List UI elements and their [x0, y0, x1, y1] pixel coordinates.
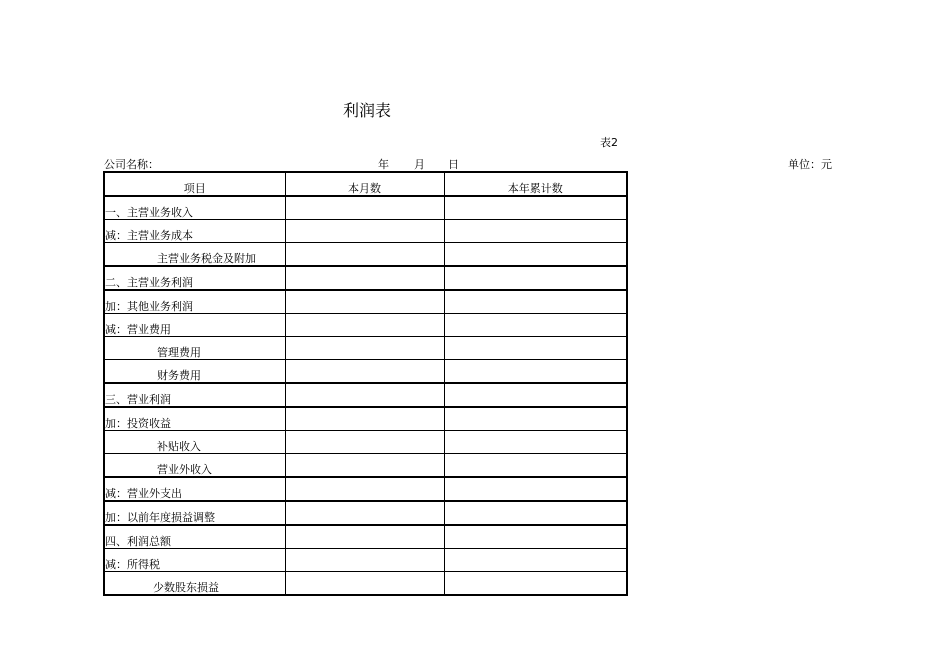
month-value-cell[interactable]: [285, 454, 444, 478]
ytd-value-cell[interactable]: [444, 220, 627, 243]
row-label: 减：营业费用: [104, 314, 285, 337]
row-label: 二、主营业务利润: [104, 266, 285, 290]
ytd-value-cell[interactable]: [444, 454, 627, 478]
ytd-value-cell[interactable]: [444, 407, 627, 431]
table-row: [104, 454, 627, 478]
row-label: 补贴收入: [104, 431, 285, 454]
row-label: 三、营业利润: [104, 383, 285, 407]
month-value-cell[interactable]: [285, 383, 444, 407]
table-row: [104, 383, 627, 407]
month-label: 月: [414, 158, 425, 171]
ytd-value-cell[interactable]: [444, 290, 627, 314]
company-name-label: 公司名称：: [104, 158, 159, 171]
month-value-cell[interactable]: [285, 407, 444, 431]
table-row: [104, 220, 627, 243]
ytd-value-cell[interactable]: [444, 501, 627, 525]
ytd-value-cell[interactable]: [444, 572, 627, 596]
column-header-item: 项目: [104, 172, 285, 196]
row-label: 加：以前年度损益调整: [104, 501, 285, 525]
row-label: 营业外收入: [104, 454, 285, 478]
table-number: 表2: [600, 136, 618, 149]
month-value-cell[interactable]: [285, 337, 444, 360]
table-row: [104, 243, 627, 267]
report-header-line: [104, 158, 832, 172]
ytd-value-cell[interactable]: [444, 266, 627, 290]
table-row: [104, 290, 627, 314]
row-label: 减：主营业务成本: [104, 220, 285, 243]
row-label: 加：其他业务利润: [104, 290, 285, 314]
row-label: 少数股东损益: [104, 572, 285, 596]
ytd-value-cell[interactable]: [444, 337, 627, 360]
month-value-cell[interactable]: [285, 360, 444, 384]
table-row: [104, 572, 627, 596]
year-label: 年: [378, 158, 389, 171]
row-label: 财务费用: [104, 360, 285, 384]
day-label: 日: [448, 158, 459, 171]
table-row: [104, 360, 627, 384]
table-header-row: [104, 172, 627, 196]
table-row: [104, 525, 627, 549]
month-value-cell[interactable]: [285, 431, 444, 454]
month-value-cell[interactable]: [285, 477, 444, 501]
ytd-value-cell[interactable]: [444, 477, 627, 501]
table-row: [104, 549, 627, 572]
row-label: 管理费用: [104, 337, 285, 360]
table-row: [104, 407, 627, 431]
row-label: 减：营业外支出: [104, 477, 285, 501]
table-row: [104, 266, 627, 290]
month-value-cell[interactable]: [285, 549, 444, 572]
row-label: 主营业务税金及附加: [104, 243, 285, 267]
month-value-cell[interactable]: [285, 243, 444, 267]
row-label: 一、主营业务收入: [104, 196, 285, 220]
table-row: [104, 337, 627, 360]
table-row: [104, 501, 627, 525]
unit-label: 单位：元: [788, 158, 832, 171]
table-row: [104, 196, 627, 220]
month-value-cell[interactable]: [285, 266, 444, 290]
report-title: 利润表: [342, 101, 391, 120]
ytd-value-cell[interactable]: [444, 196, 627, 220]
column-header-month: 本月数: [285, 172, 444, 196]
month-value-cell[interactable]: [285, 290, 444, 314]
ytd-value-cell[interactable]: [444, 431, 627, 454]
table-row: [104, 314, 627, 337]
month-value-cell[interactable]: [285, 196, 444, 220]
month-value-cell[interactable]: [285, 314, 444, 337]
ytd-value-cell[interactable]: [444, 243, 627, 267]
row-label: 减：所得税: [104, 549, 285, 572]
row-label: 加：投资收益: [104, 407, 285, 431]
income-statement-table: [103, 171, 628, 596]
column-header-ytd: 本年累计数: [444, 172, 627, 196]
month-value-cell[interactable]: [285, 220, 444, 243]
ytd-value-cell[interactable]: [444, 549, 627, 572]
month-value-cell[interactable]: [285, 572, 444, 596]
table-row: [104, 431, 627, 454]
month-value-cell[interactable]: [285, 501, 444, 525]
ytd-value-cell[interactable]: [444, 525, 627, 549]
month-value-cell[interactable]: [285, 525, 444, 549]
ytd-value-cell[interactable]: [444, 383, 627, 407]
ytd-value-cell[interactable]: [444, 314, 627, 337]
row-label: 四、利润总额: [104, 525, 285, 549]
table-row: [104, 477, 627, 501]
ytd-value-cell[interactable]: [444, 360, 627, 384]
